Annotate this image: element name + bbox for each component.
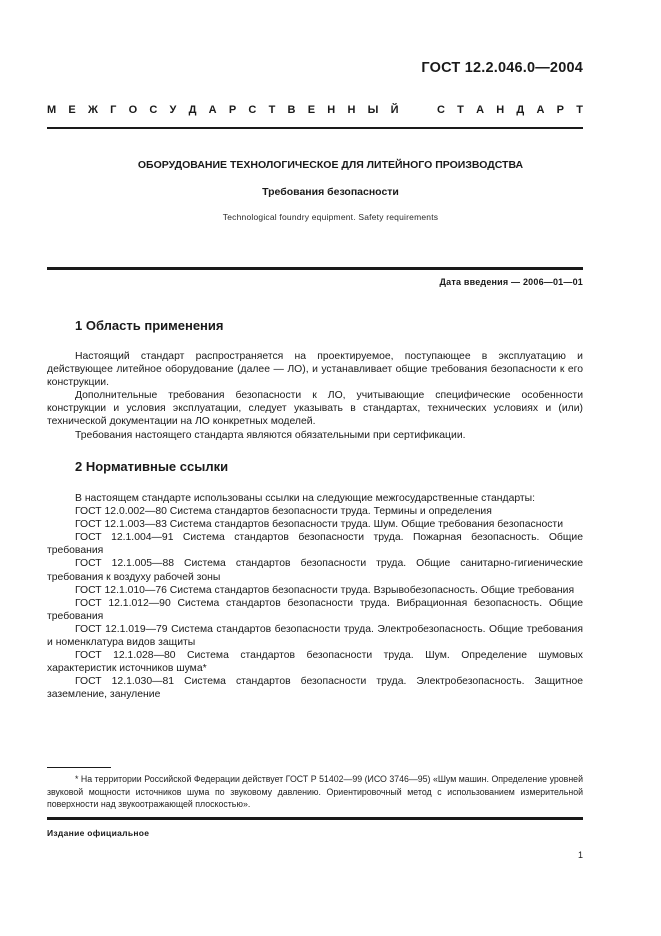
- reference-item: ГОСТ 12.1.004—91 Система стандартов безопасности труда. Пожарная безопасность. Общие требования: [47, 532, 583, 557]
- interstate-standard-banner: [47, 104, 583, 116]
- banner-letter: О: [128, 104, 138, 116]
- footnote: [47, 773, 583, 811]
- banner-letter: Т: [457, 104, 464, 116]
- banner-letter: Е: [307, 104, 316, 116]
- reference-item: ГОСТ 12.1.028—80 Система стандартов безопасности труда. Шум. Определение шумовых характеристик источников шума*: [47, 650, 583, 675]
- reference-item: ГОСТ 12.1.012—90 Система стандартов безопасности труда. Вибрационная безопасность. Общие требования: [47, 597, 583, 622]
- english-title: Technological foundry equipment. Safety requirements: [222, 212, 439, 222]
- document-subtitle: Требования безопасности: [262, 186, 399, 198]
- header-rule: [47, 127, 583, 129]
- banner-letter: С: [149, 104, 158, 116]
- paragraph: Требования настоящего стандарта являются обязательными при сертификации.: [75, 429, 466, 441]
- banner-letter: А: [208, 104, 217, 116]
- banner-letter: А: [476, 104, 485, 116]
- reference-item: ГОСТ 12.1.005—88 Система стандартов безопасности труда. Общие санитарно-гигиенические требования к воздуху рабочей зоны: [47, 558, 583, 583]
- footnote-separator: [47, 767, 111, 768]
- banner-letter: Ы: [367, 104, 379, 116]
- banner-letter: У: [169, 104, 177, 116]
- date-introduced: Дата введения — 2006—01—01: [439, 277, 583, 287]
- banner-letter: А: [536, 104, 545, 116]
- banner-letter: В: [287, 104, 296, 116]
- section-2-body: [47, 492, 583, 702]
- banner-letter: Е: [68, 104, 76, 116]
- references-intro: В настоящем стандарте использованы ссылки на следующие межгосударственные стандарты:: [75, 493, 536, 504]
- section-1-heading: 1 Область применения: [75, 318, 224, 333]
- reference-item: ГОСТ 12.1.010—76 Система стандартов безопасности труда. Взрывобезопасность. Общие требования: [75, 584, 575, 596]
- banner-letter: С: [436, 104, 445, 116]
- banner-letter: Й: [390, 104, 399, 116]
- title-rule: [47, 267, 583, 270]
- banner-gap: [411, 104, 425, 116]
- footer-rule: [47, 817, 583, 820]
- section-1-body: [47, 350, 583, 442]
- document-title: ОБОРУДОВАНИЕ ТЕХНОЛОГИЧЕСКОЕ ДЛЯ ЛИТЕЙНОГО ПРОИЗВОДСТВА: [137, 159, 524, 171]
- reference-item: ГОСТ 12.1.030—81 Система стандартов безопасности труда. Электробезопасность. Защитное заземление, зануление: [47, 676, 583, 701]
- reference-item: ГОСТ 12.1.003—83 Система стандартов безопасности труда. Шум. Общие требования безопасности: [75, 519, 563, 531]
- banner-letter: М: [47, 104, 57, 116]
- banner-letter: Д: [516, 104, 525, 116]
- reference-item: ГОСТ 12.0.002—80 Система стандартов безопасности труда. Термины и определения: [75, 506, 492, 518]
- banner-letter: Н: [496, 104, 505, 116]
- banner-letter: Р: [556, 104, 564, 116]
- banner-letter: Р: [228, 104, 237, 116]
- paragraph: Настоящий стандарт распространяется на проектируемое, поступающее в эксплуатацию и действующее литейное оборудование (далее — ЛО), и устанавливает общие требования безопасности к его конструкции.: [47, 351, 583, 389]
- official-edition-label: Издание официальное: [47, 828, 150, 838]
- banner-letter: Д: [188, 104, 197, 116]
- section-2-heading: 2 Нормативные ссылки: [75, 459, 229, 474]
- paragraph: Дополнительные требования безопасности к ЛО, учитывающие специфические особенности конструкции и условия эксплуатации, следует указывать в стандартах, технических условиях и (или) технической документации на ЛО конкретных моделей.: [47, 390, 583, 428]
- reference-item: ГОСТ 12.1.019—79 Система стандартов безопасности труда. Электробезопасность. Общие требования и номенклатура видов защиты: [47, 623, 583, 649]
- footnote-text: * На территории Российской Федерации действует ГОСТ Р 51402—99 (ИСО 3746—95) «Шум машин. Определение уровней звуковой мощности источников шума по звуковому давлению. Ориентировочный метод с использованием измерительной поверхности над звукоотражающей плоскостью».: [47, 774, 583, 809]
- banner-letter: Н: [327, 104, 336, 116]
- banner-letter: Т: [576, 104, 583, 116]
- banner-letter: Г: [110, 104, 117, 116]
- banner-letter: Н: [347, 104, 356, 116]
- banner-letter: Т: [268, 104, 276, 116]
- page-number: 1: [577, 850, 583, 860]
- banner-letter: С: [248, 104, 257, 116]
- document-code: ГОСТ 12.2.046.0—2004: [421, 60, 583, 76]
- banner-letter: Ж: [87, 104, 98, 116]
